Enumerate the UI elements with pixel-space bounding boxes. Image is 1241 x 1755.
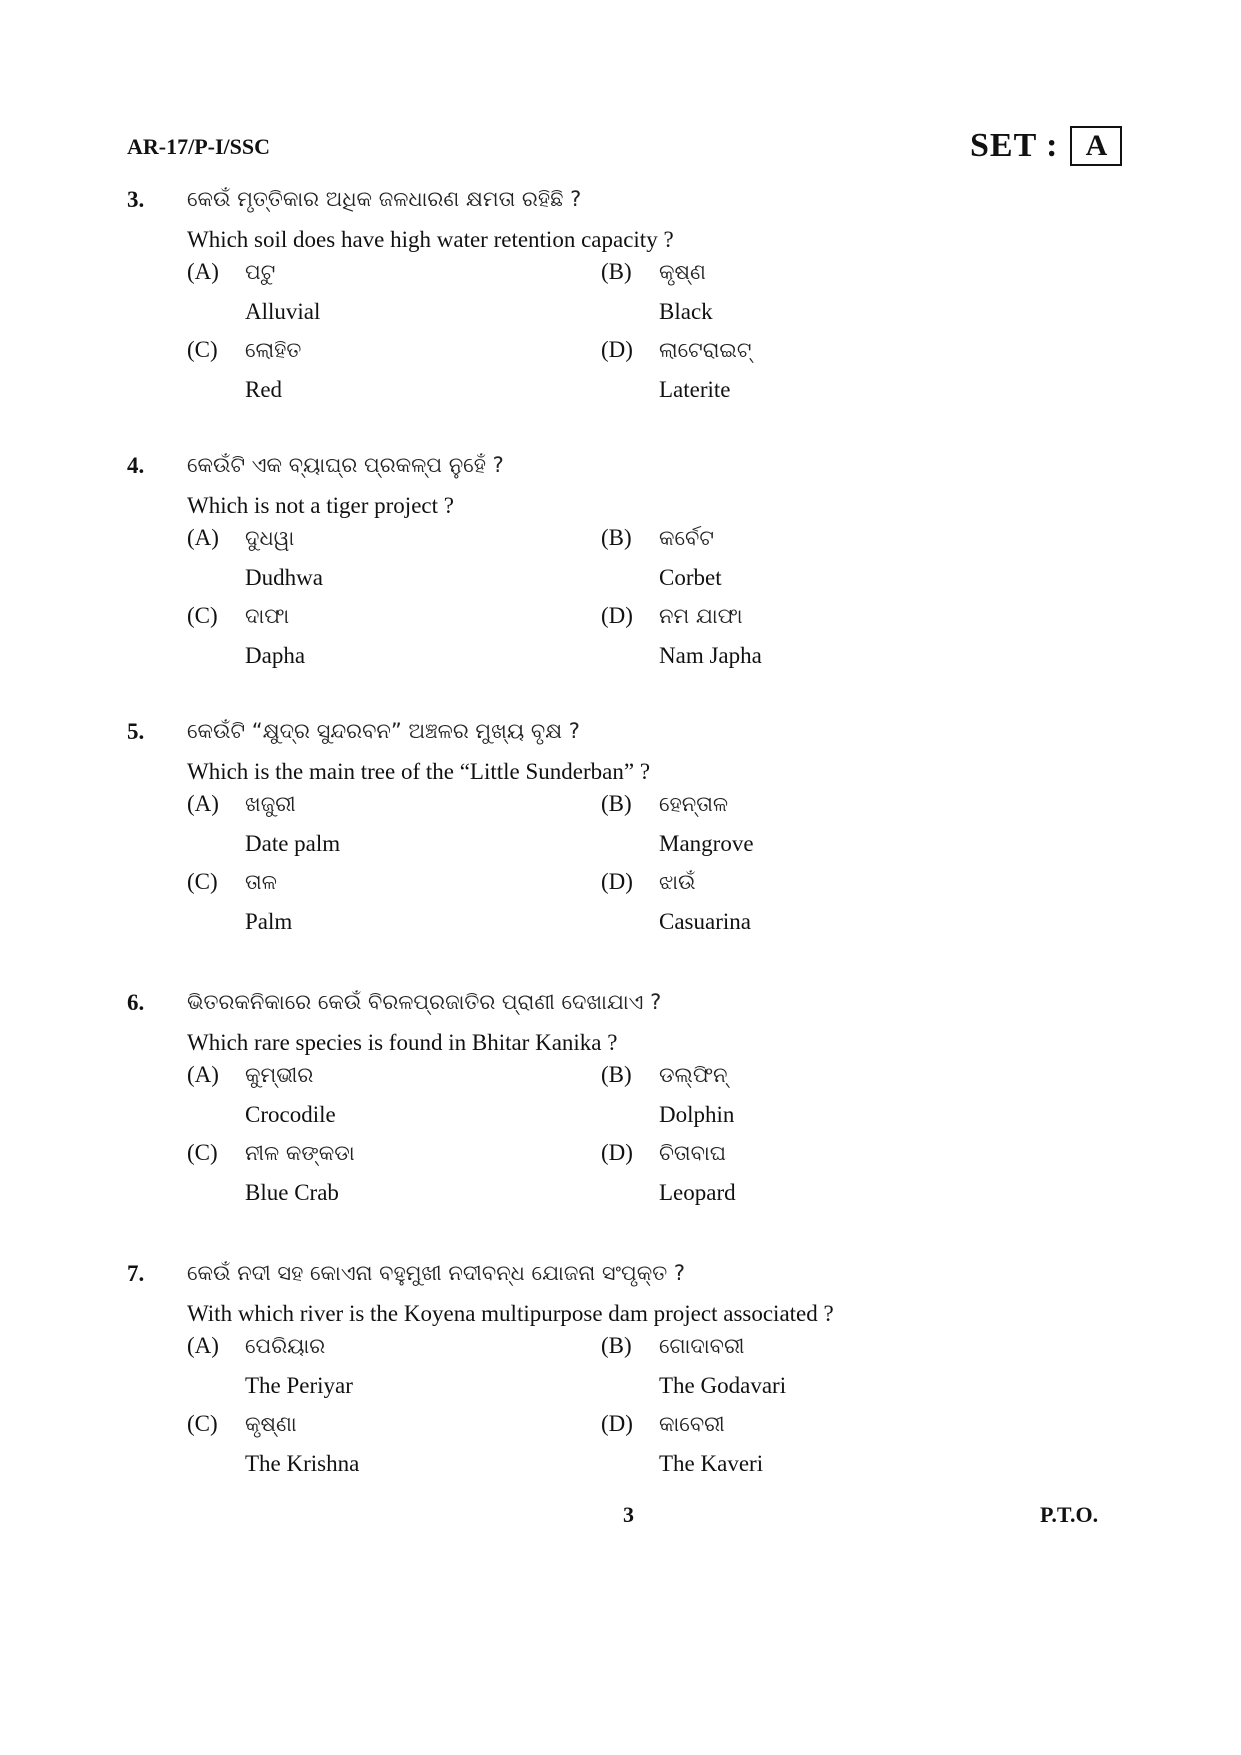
option-letter: (C) [187, 1140, 218, 1165]
option-odia: ଝାଉଁ [659, 870, 696, 894]
option-odia: ଖଜୁରୀ [245, 792, 296, 816]
option-a [187, 525, 587, 605]
option-letter: (A) [187, 1333, 219, 1358]
question-5 [0, 719, 1241, 959]
option-odia: ଡଲ୍‌ଫିନ୍ [659, 1063, 728, 1087]
option-english: The Godavari [659, 1373, 787, 1398]
option-english: Mangrove [659, 831, 754, 856]
option-d [601, 1411, 1001, 1491]
option-odia: ଲାଟେରାଇଟ୍ [659, 338, 752, 362]
question-7 [0, 1261, 1241, 1501]
option-letter: (C) [187, 603, 218, 628]
question-number: 7. [127, 1261, 145, 1286]
exam-code: AR-17/P-I/SSC [127, 134, 271, 159]
option-english: Leopard [659, 1180, 736, 1205]
option-a [187, 259, 587, 339]
option-a [187, 1062, 587, 1142]
question-number: 6. [127, 990, 145, 1015]
option-english: Blue Crab [245, 1180, 339, 1205]
option-english: Palm [245, 909, 293, 934]
option-english: Dudhwa [245, 565, 323, 590]
question-odia: କେଉଁଟି “କ୍ଷୁଦ୍ର ସୁନ୍ଦରବନ” ଅଞ୍ଚଳର ମୁଖ୍ୟ ବୃକ୍ଷ ? [187, 719, 580, 743]
option-letter: (D) [601, 1411, 633, 1436]
option-english: The Periyar [245, 1373, 353, 1398]
option-odia: ନୀଳ କଙ୍କଡା [245, 1141, 355, 1165]
option-b [601, 259, 1001, 339]
option-letter: (B) [601, 1333, 632, 1358]
option-english: Alluvial [245, 299, 321, 324]
option-odia: କୃଷ୍ଣ [659, 260, 706, 284]
option-letter: (A) [187, 791, 219, 816]
option-d [601, 337, 1001, 417]
question-english: Which rare species is found in Bhitar Kanika ? [187, 1030, 618, 1055]
option-letter: (D) [601, 337, 633, 362]
option-odia: କୁମ୍ଭୀର [245, 1063, 314, 1087]
option-letter: (C) [187, 337, 218, 362]
please-turn-over: P.T.O. [1040, 1502, 1099, 1527]
question-english: Which is the main tree of the “Little Sunderban” ? [187, 759, 651, 784]
option-letter: (A) [187, 1062, 219, 1087]
option-odia: ଲୋହିତ [245, 338, 302, 362]
option-english: Nam Japha [659, 643, 762, 668]
question-6 [0, 990, 1241, 1230]
option-c [187, 337, 587, 417]
question-4 [0, 453, 1241, 693]
option-b [601, 525, 1001, 605]
option-letter: (B) [601, 259, 632, 284]
option-letter: (D) [601, 1140, 633, 1165]
option-english: Dolphin [659, 1102, 735, 1127]
option-letter: (A) [187, 259, 219, 284]
option-d [601, 603, 1001, 683]
option-odia: କୃଷ୍ଣା [245, 1412, 297, 1436]
option-odia: ତାଳ [245, 870, 277, 894]
option-english: The Kaveri [659, 1451, 764, 1476]
option-letter: (A) [187, 525, 219, 550]
option-c [187, 603, 587, 683]
option-english: Date palm [245, 831, 341, 856]
set-box: A [1070, 126, 1122, 166]
option-english: Casuarina [659, 909, 751, 934]
option-odia: ପଟୁ [245, 260, 276, 284]
set-indicator [970, 126, 1122, 166]
option-letter: (B) [601, 525, 632, 550]
question-number: 5. [127, 719, 145, 744]
option-odia: ନମ ଯାଫା [659, 604, 743, 628]
option-c [187, 1140, 587, 1220]
option-odia: ଚିତାବାଘ [659, 1141, 727, 1165]
option-letter: (C) [187, 1411, 218, 1436]
option-letter: (B) [601, 1062, 632, 1087]
question-3 [0, 187, 1241, 427]
option-letter: (D) [601, 603, 633, 628]
option-english: Dapha [245, 643, 306, 668]
question-english: Which soil does have high water retention capacity ? [187, 227, 674, 252]
option-odia: ହେନ୍ତାଳ [659, 792, 729, 816]
option-english: Black [659, 299, 713, 324]
question-number: 4. [127, 453, 145, 478]
option-d [601, 1140, 1001, 1220]
option-d [601, 869, 1001, 949]
option-b [601, 791, 1001, 871]
option-odia: ଦୁଧୱା [245, 526, 295, 550]
option-c [187, 869, 587, 949]
option-b [601, 1062, 1001, 1142]
question-odia: କେଉଁ ନଦୀ ସହ କୋଏନା ବହୁମୁଖୀ ନଦୀବନ୍ଧ ଯୋଜନା ସଂପୃକ୍ତ ? [187, 1261, 686, 1285]
set-label: SET : [970, 127, 1059, 164]
option-letter: (D) [601, 869, 633, 894]
question-english: With which river is the Koyena multipurpose dam project associated ? [187, 1301, 834, 1326]
option-english: Crocodile [245, 1102, 336, 1127]
option-english: The Krishna [245, 1451, 360, 1476]
option-odia: ପେରିୟାର [245, 1334, 326, 1358]
option-odia: ଗୋଦାବରୀ [659, 1334, 745, 1358]
option-english: Corbet [659, 565, 722, 590]
option-b [601, 1333, 1001, 1413]
option-letter: (C) [187, 869, 218, 894]
question-number: 3. [127, 187, 145, 212]
question-english: Which is not a tiger project ? [187, 493, 454, 518]
option-a [187, 1333, 587, 1413]
option-odia: ଦାଫା [245, 604, 290, 628]
option-odia: କର୍ବେଟ [659, 526, 714, 550]
question-odia: ଭିତରକନିକାରେ କେଉଁ ବିରଳପ୍ରଜାତିର ପ୍ରାଣୀ ଦେଖାଯାଏ ? [187, 990, 662, 1014]
page-number: 3 [623, 1502, 634, 1527]
option-a [187, 791, 587, 871]
option-english: Laterite [659, 377, 731, 402]
option-letter: (B) [601, 791, 632, 816]
question-odia: କେଉଁଟି ଏକ ବ୍ୟାଘ୍ର ପ୍ରକଳ୍ପ ନୁହେଁ ? [187, 453, 504, 477]
question-odia: କେଉଁ ମୃତ୍ତିକାର ଅଧିକ ଜଳଧାରଣ କ୍ଷମତା ରହିଛି ? [187, 187, 582, 211]
option-odia: କାବେରୀ [659, 1412, 725, 1436]
option-c [187, 1411, 587, 1491]
option-english: Red [245, 377, 283, 402]
